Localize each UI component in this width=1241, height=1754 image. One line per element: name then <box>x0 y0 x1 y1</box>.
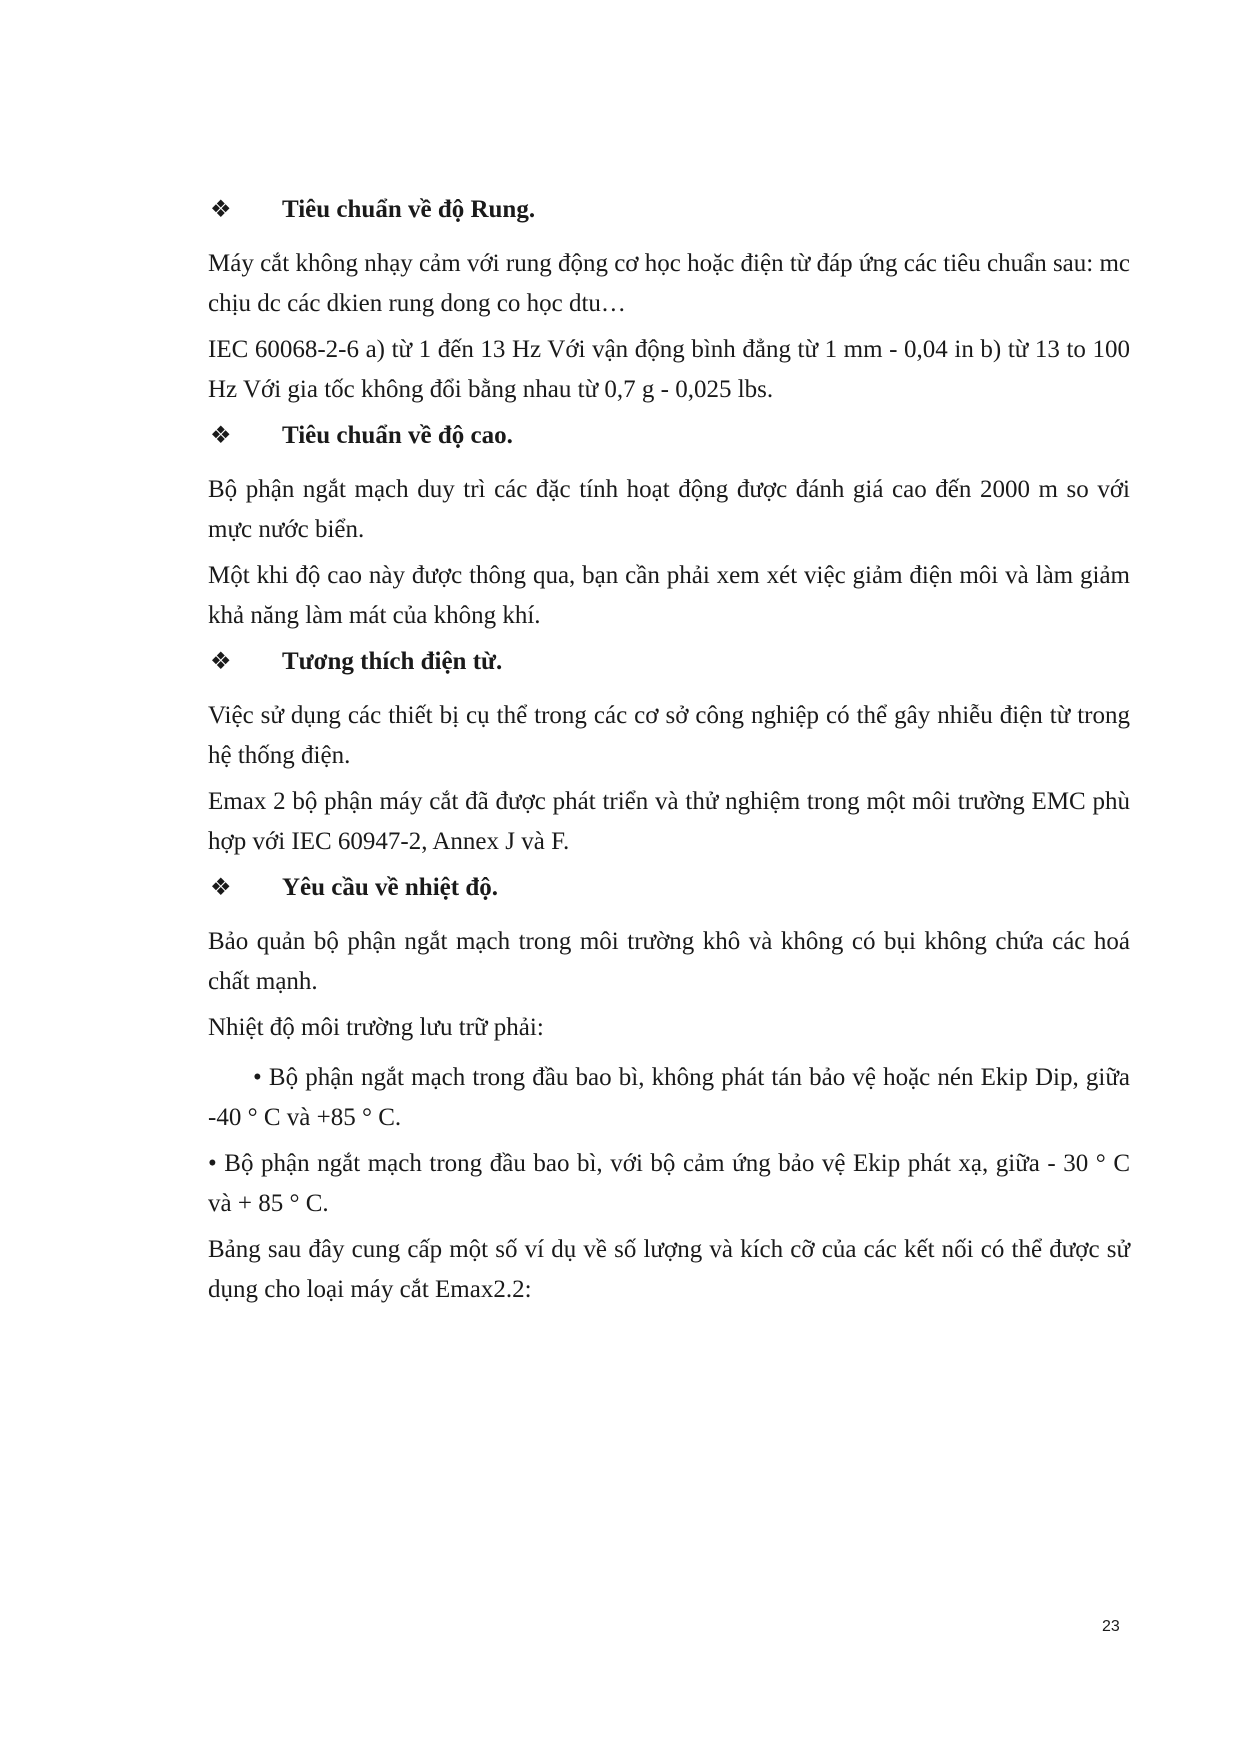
paragraph: Bảng sau đây cung cấp một số ví dụ về số lượng và kích cỡ của các kết nối có thể được sử dụng cho loại máy cắt Emax2.2: <box>208 1236 1130 1303</box>
paragraph: Bảo quản bộ phận ngắt mạch trong môi trường khô và không có bụi không chứa các hoá chất mạnh. <box>208 928 1130 995</box>
page-number: 23 <box>1102 1618 1120 1635</box>
paragraph: Một khi độ cao này được thông qua, bạn cần phải xem xét việc giảm điện môi và làm giảm khả năng làm mát của không khí. <box>208 562 1130 629</box>
diamond-bullet-icon: ❖ <box>210 649 232 675</box>
section-heading-vibration <box>210 196 535 224</box>
paragraph: Việc sử dụng các thiết bị cụ thể trong các cơ sở công nghiệp có thể gây nhiễu điện từ trong hệ thống điện. <box>208 702 1130 769</box>
bullet-item: • Bộ phận ngắt mạch trong đầu bao bì, không phát tán bảo vệ hoặc nén Ekip Dip, giữa -40 ° C và +85 ° C. <box>208 1064 1130 1131</box>
heading-text: Tương thích điện từ. <box>282 648 503 675</box>
paragraph: IEC 60068-2-6 a) từ 1 đến 13 Hz Với vận động bình đẳng từ 1 mm - 0,04 in b) từ 13 to 100 Hz Với gia tốc không đổi bằng nhau từ 0,7 g - 0,025 lbs. <box>208 336 1130 403</box>
paragraph: Bộ phận ngắt mạch duy trì các đặc tính hoạt động được đánh giá cao đến 2000 m so với mực nước biển. <box>208 476 1130 543</box>
section-heading-temperature <box>210 874 498 902</box>
heading-text: Tiêu chuẩn về độ cao. <box>282 422 513 449</box>
heading-text: Yêu cầu về nhiệt độ. <box>282 874 498 901</box>
heading-text: Tiêu chuẩn về độ Rung. <box>282 196 536 223</box>
paragraph: Máy cắt không nhạy cảm với rung động cơ học hoặc điện từ đáp ứng các tiêu chuẩn sau: mc chịu dc các dkien rung dong co học dtu… <box>208 250 1131 317</box>
diamond-bullet-icon: ❖ <box>210 875 232 901</box>
diamond-bullet-icon: ❖ <box>210 423 232 449</box>
paragraph: Emax 2 bộ phận máy cắt đã được phát triển và thử nghiệm trong một môi trường EMC phù hợp với IEC 60947-2, Annex J và F. <box>208 788 1130 855</box>
section-heading-altitude <box>210 422 513 450</box>
bullet-item: • Bộ phận ngắt mạch trong đầu bao bì, với bộ cảm ứng bảo vệ Ekip phát xạ, giữa - 30 ° C và + 85 ° C. <box>208 1150 1130 1217</box>
diamond-bullet-icon: ❖ <box>210 197 232 223</box>
section-heading-emc <box>210 648 502 676</box>
paragraph: Nhiệt độ môi trường lưu trữ phải: <box>208 1014 544 1041</box>
